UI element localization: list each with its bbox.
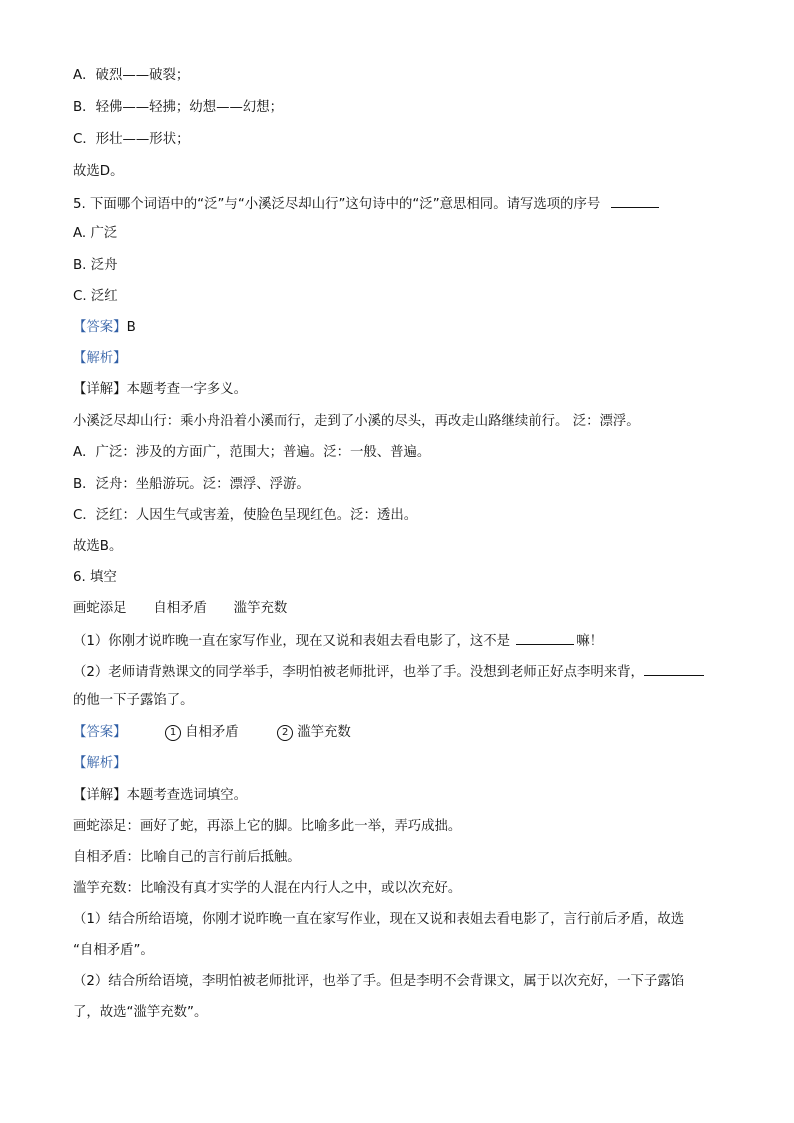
- circled-number: 1: [165, 725, 181, 741]
- q6-explain-1b: “自相矛盾”。: [73, 943, 154, 958]
- q5-detail: [73, 381, 724, 399]
- analysis-tag: 【解析】: [73, 756, 127, 771]
- q5-exp-b: B．泛舟：坐船游玩。泛：漂浮、浮游。: [73, 477, 310, 492]
- answer-tag: 【答案】: [73, 320, 127, 335]
- q5-stem: [73, 194, 724, 214]
- q5-stem-text: 5. 下面哪个词语中的“泛”与“小溪泛尽却山行”这句诗中的“泛”意思相同。请写选项的序号: [73, 197, 601, 212]
- q6-sentence-1: [73, 631, 724, 651]
- q5-choice: 故选B。: [73, 539, 123, 554]
- answer-value: B: [126, 320, 136, 335]
- prev-choice: 故选D。: [73, 164, 124, 179]
- q6-sentence-2-cont: 的他一下子露馅了。: [73, 693, 194, 708]
- circled-number: 2: [277, 725, 293, 741]
- q6-word-3: 滥竽充数：比喻没有真才实学的人混在内行人之中，或以次充好。: [73, 881, 462, 896]
- q6-detail: [73, 787, 724, 805]
- detail-text: 本题考查一字多义。: [126, 382, 248, 397]
- q6-s1-blank: [516, 631, 574, 645]
- q5-option-c: C. 泛红: [73, 289, 118, 304]
- q6-s2-text: （2）老师请背熟课文的同学举手，李明怕被老师批评，也举了手。没想到老师正好点李明来背，: [73, 665, 644, 680]
- q6-explain-2a: （2）结合所给语境，李明怕被老师批评，也举了手。但是李明不会背课文，属于以次充好，一下子露馅: [73, 974, 685, 989]
- q5-explain: 小溪泛尽却山行：乘小舟沿着小溪而行，走到了小溪的尽头，再改走山路继续前行。 泛：漂浮。: [73, 414, 640, 429]
- prev-option-a: A．破烈——破裂；: [73, 68, 190, 83]
- q6-title: 6. 填空: [73, 570, 117, 585]
- q5-exp-a: A．广泛：涉及的方面广，范围大；普遍。泛：一般、普遍。: [73, 445, 431, 460]
- q5-option-b: B. 泛舟: [73, 258, 118, 273]
- detail-text: 本题考查选词填空。: [126, 788, 248, 803]
- answer-2: 滥竽充数: [297, 725, 351, 740]
- answer-tag: 【答案】: [73, 725, 127, 740]
- q6-explain-1a: （1）结合所给语境，你刚才说昨晚一直在家写作业，现在又说和表姐去看电影了，言行前后矛盾，故选: [73, 912, 685, 927]
- q5-answer: [73, 319, 724, 337]
- q5-option-a: A. 广泛: [73, 226, 118, 241]
- q6-answer: [73, 724, 724, 742]
- q6-s1-text: （1）你刚才说昨晚一直在家写作业，现在又说和表姐去看电影了，这不是: [73, 634, 511, 649]
- q6-word-1: 画蛇添足：画好了蛇，再添上它的脚。比喻多此一举，弄巧成拙。: [73, 819, 462, 834]
- q6-words: 画蛇添足 自相矛盾 滥竽充数: [73, 601, 288, 616]
- q6-s2-blank: [644, 662, 704, 676]
- q5-exp-c: C．泛红：人因生气或害羞，使脸色呈现红色。泛：透出。: [73, 508, 418, 523]
- prev-option-c: C．形壮——形状；: [73, 132, 190, 147]
- q6-explain-2b: 了，故选“滥竽充数”。: [73, 1005, 208, 1020]
- q6-word-2: 自相矛盾：比喻自己的言行前后抵触。: [73, 850, 301, 865]
- q6-s1-end: 嘛！: [576, 634, 604, 649]
- answer-1: 自相矛盾: [185, 725, 239, 740]
- analysis-tag: 【解析】: [73, 351, 127, 366]
- detail-tag: 【详解】: [73, 382, 127, 397]
- detail-tag: 【详解】: [73, 788, 127, 803]
- prev-option-b: B．轻佛——轻拂；幼想——幻想；: [73, 100, 284, 115]
- q6-sentence-2: [73, 662, 724, 682]
- q5-answer-blank: [611, 194, 659, 208]
